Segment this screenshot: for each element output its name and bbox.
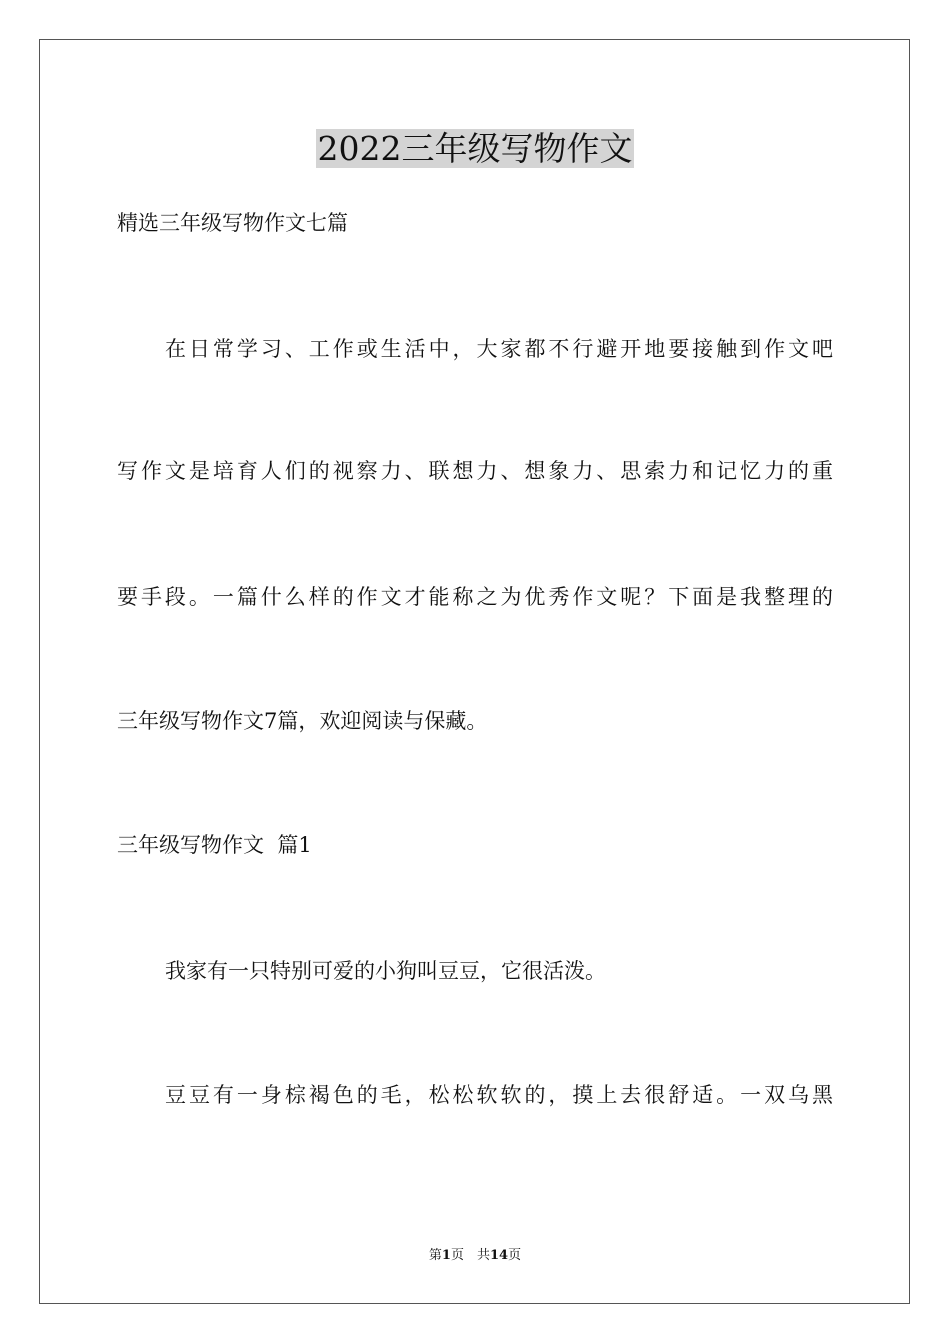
body-line-1: 我家有一只特别可爱的小狗叫豆豆，它很活泼。 — [165, 959, 606, 983]
page-footer — [0, 1247, 950, 1265]
footer-suffix: 页 — [508, 1248, 522, 1263]
intro-line-1: 在日常学习、工作或生活中，大家都不行避开地要接触到作文吧 — [165, 337, 833, 361]
intro-line-2: 写作文是培育人们的视察力、联想力、想象力、思索力和记忆力的重 — [117, 459, 833, 483]
section-heading: 三年级写物作文 篇1 — [117, 833, 312, 857]
footer-prefix: 第 — [428, 1248, 442, 1263]
document-title — [0, 127, 950, 171]
intro-line-3: 要手段。一篇什么样的作文才能称之为优秀作文呢？下面是我整理的 — [117, 585, 833, 609]
document-subtitle: 精选三年级写物作文七篇 — [117, 211, 348, 235]
footer-page-current: 1 — [441, 1248, 451, 1263]
intro-line-4: 三年级写物作文7篇，欢迎阅读与保藏。 — [117, 709, 488, 733]
footer-mid: 页 共 — [450, 1248, 490, 1263]
body-line-2: 豆豆有一身棕褐色的毛，松松软软的，摸上去很舒适。一双乌黑 — [165, 1083, 833, 1107]
footer-page-total: 14 — [489, 1248, 509, 1263]
document-title-text: 2022三年级写物作文 — [317, 129, 633, 168]
